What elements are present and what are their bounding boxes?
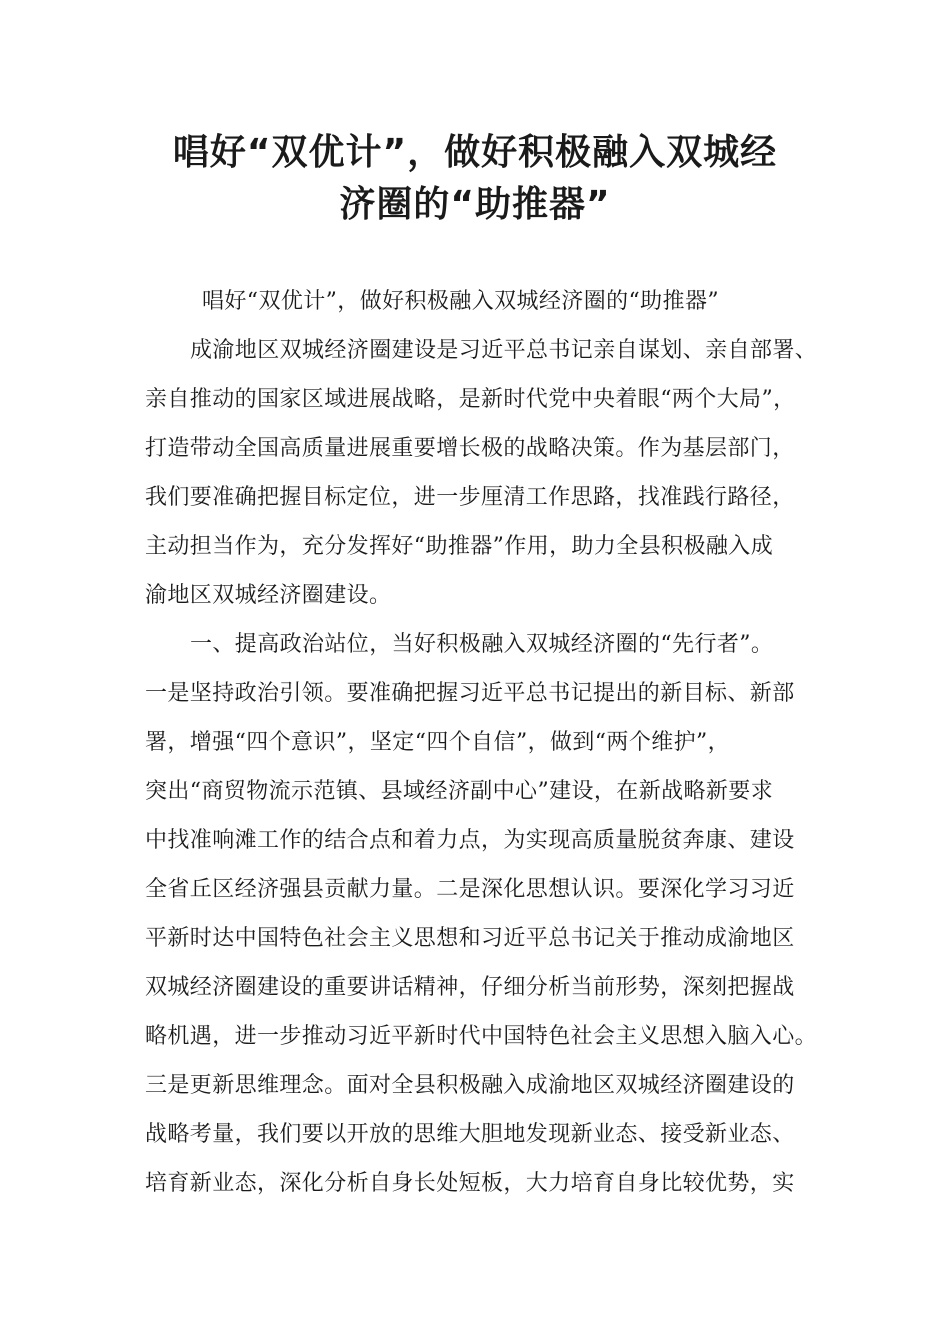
section-heading-line: 一、提高政治站位，当好积极融入双城经济圈的“先行者”。: [190, 632, 774, 657]
paragraph-line: 我们要准确把握目标定位，进一步厘清工作思路，找准践行路径，: [145, 485, 795, 510]
paragraph-line: 署，增强“四个意识”，坚定“四个自信”，做到“两个维护”，: [145, 730, 731, 755]
paragraph-line: 中找准响滩工作的结合点和着力点，为实现高质量脱贫奔康、建设: [145, 828, 795, 853]
document-title-line-2: 济圈的“助推器”: [339, 184, 611, 225]
paragraph-line: 渝地区双城经济圈建设。: [145, 583, 392, 608]
paragraph-line: 打造带动全国高质量进展重要增长极的战略决策。作为基层部门，: [145, 436, 795, 461]
paragraph-line: 亲自推动的国家区域进展战略，是新时代党中央着眼“两个大局”，: [145, 387, 796, 412]
paragraph-line: 全省丘区经济强县贡献力量。二是深化思想认识。要深化学习习近: [145, 877, 795, 902]
paragraph-line: 突出“商贸物流示范镇、县域经济副中心”建设，在新战略新要求: [145, 779, 774, 804]
paragraph-line: 一是坚持政治引领。要准确把握习近平总书记提出的新目标、新部: [145, 681, 795, 706]
paragraph-line: 主动担当作为，充分发挥好“助推器”作用，助力全县积极融入成: [145, 534, 774, 559]
subtitle-line: 唱好“双优计”，做好积极融入双城经济圈的“助推器”: [202, 289, 719, 314]
paragraph-line: 略机遇，进一步推动习近平新时代中国特色社会主义思想入脑入心。: [145, 1024, 818, 1049]
paragraph-line: 平新时达中国特色社会主义思想和习近平总书记关于推动成渝地区: [145, 926, 795, 951]
paragraph-line: 三是更新思维理念。面对全县积极融入成渝地区双城经济圈建设的: [145, 1073, 795, 1098]
paragraph-line: 成渝地区双城经济圈建设是习近平总书记亲自谋划、亲自部署、: [190, 338, 818, 363]
paragraph-line: 培育新业态，深化分析自身长处短板，大力培育自身比较优势，实: [145, 1171, 795, 1196]
paragraph-line: 双城经济圈建设的重要讲话精神，仔细分析当前形势，深刻把握战: [145, 975, 795, 1000]
document-title-line-1: 唱好“双优计”，做好积极融入双城经: [172, 132, 778, 173]
paragraph-line: 战略考量，我们要以开放的思维大胆地发现新业态、接受新业态、: [145, 1122, 795, 1147]
